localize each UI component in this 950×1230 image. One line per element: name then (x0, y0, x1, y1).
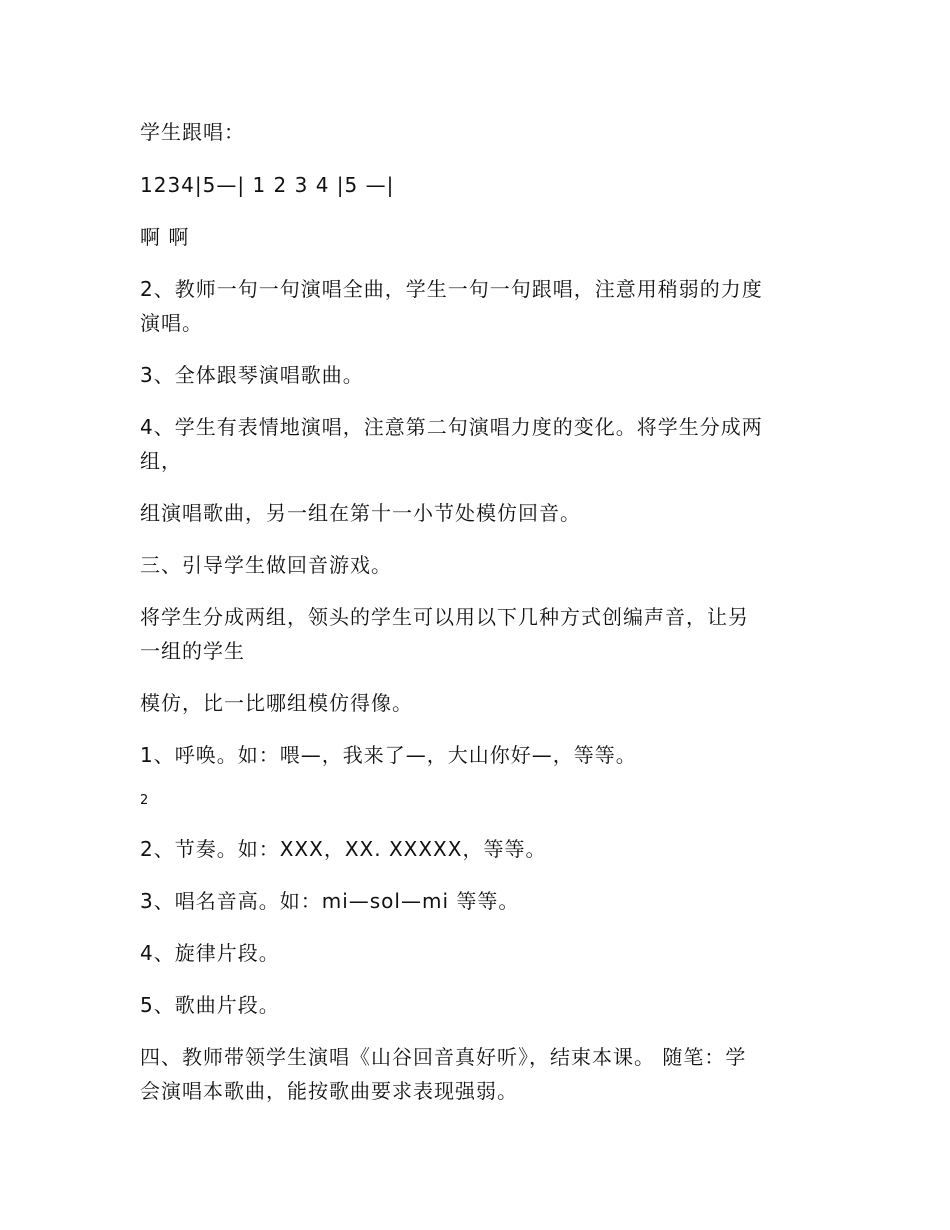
text-line: 2、节奏。如：XXX，XX. XXXXX，等等。 (140, 837, 547, 861)
text-line: 4、学生有表情地演唱，注意第二句演唱力度的变化。将学生分成两 (140, 415, 763, 439)
text-line: 演唱。 (140, 311, 203, 335)
text-line: 啊 啊 (140, 225, 190, 249)
text-line: 将学生分成两组，领头的学生可以用以下几种方式创编声音，让另 (140, 605, 749, 629)
text-line: 会演唱本歌曲，能按歌曲要求表现强弱。 (140, 1079, 518, 1103)
text-line: 1234|5—| 1 2 3 4 |5 —| (140, 173, 395, 197)
text-line: 1、呼唤。如：喂—，我来了—，大山你好—，等等。 (140, 743, 637, 767)
text-line: 3、全体跟琴演唱歌曲。 (140, 363, 364, 387)
text-line: 模仿，比一比哪组模仿得像。 (140, 691, 413, 715)
page-number: 2 (140, 793, 149, 808)
text-line: 一组的学生 (140, 639, 245, 663)
text-line: 四、教师带领学生演唱《山谷回音真好听》，结束本课。 随笔：学 (140, 1045, 747, 1069)
text-line: 组演唱歌曲，另一组在第十一小节处模仿回音。 (140, 501, 581, 525)
text-line: 组， (140, 449, 182, 473)
text-line: 4、旋律片段。 (140, 941, 280, 965)
text-line: 5、歌曲片段。 (140, 993, 280, 1017)
text-line: 学生跟唱： (140, 120, 245, 144)
text-line: 三、引导学生做回音游戏。 (140, 553, 392, 577)
text-line: 3、唱名音高。如：mi—sol—mi 等等。 (140, 889, 520, 913)
text-line: 2、教师一句一句演唱全曲，学生一句一句跟唱，注意用稍弱的力度 (140, 277, 763, 301)
